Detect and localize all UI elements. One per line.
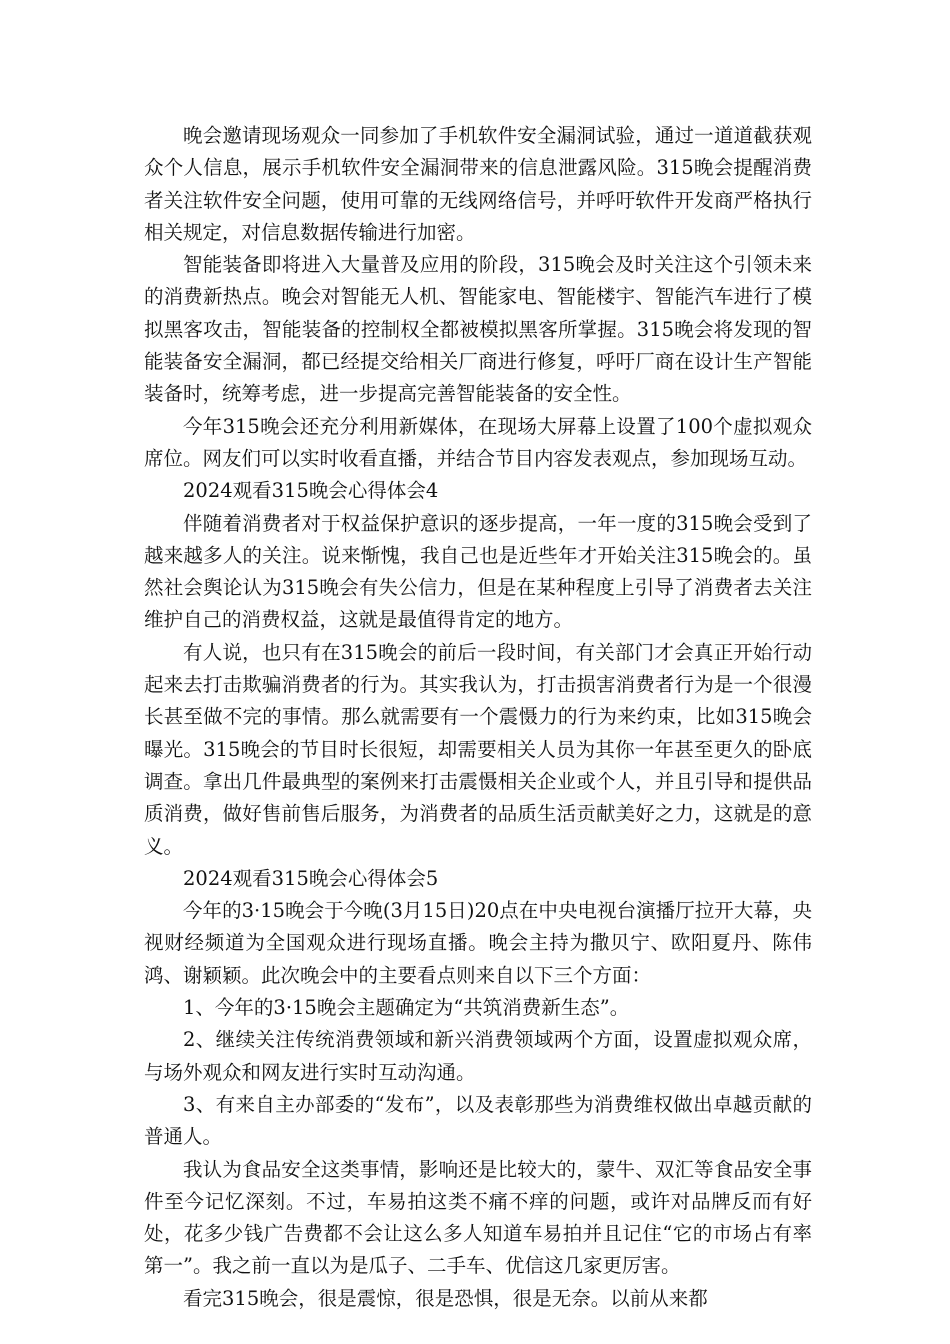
paragraph-deterrence: 有人说，也只有在315晚会的前后一段时间，有关部门才会真正开始行动起来去打击欺骗消费者的行为。其实我认为，打击损害消费者行为是一个很漫长甚至做不完的事情。那么就需要有一个震慑力的行为来约束，比如315晚会曝光。315晚会的节目时长很短，却需要相关人员为其你一年甚至更久的卧底调查。拿出几件最典型的案例来打击震慑相关企业或个人，并且引导和提供品质消费，做好售前售后服务，为消费者的品质生活贡献美好之力，这就是的意义。: [144, 640, 812, 858]
list-item-release: 3、有来自主办部委的“发布”，以及表彰那些为消费维权做出卓越贡献的普通人。: [144, 1092, 812, 1149]
list-item-theme: 1、今年的3·15晚会主题确定为“共筑消费新生态”。: [183, 996, 630, 1020]
section-heading-5: 2024观看315晚会心得体会5: [183, 866, 439, 890]
list-item-virtual-seats: 2、继续关注传统消费领域和新兴消费领域两个方面，设置虚拟观众席，与场外观众和网友进行实时互动沟通。: [144, 1028, 812, 1084]
paragraph-after-watching: 看完315晚会，很是震惊，很是恐惧，很是无奈。以前从来都: [183, 1286, 708, 1310]
paragraph-consumer-awareness: 伴随着消费者对于权益保护意识的逐步提高，一年一度的315晚会受到了越来越多人的关注。说来惭愧，我自己也是近些年才开始关注315晚会的。虽然社会舆论认为315晚会有失公信力，但是在某种程度上引导了消费者去关注维护自己的消费权益，这就是最值得肯定的地方。: [144, 511, 812, 632]
paragraph-gala-intro: 今年的3·15晚会于今晚(3月15日)20点在中央电视台演播厅拉开大幕，央视财经频道为全国观众进行现场直播。晚会主持为撒贝宁、欧阳夏丹、陈伟鸿、谢颖颖。此次晚会中的主要看点则来自以下三个方面：: [144, 899, 812, 987]
paragraph-smart-devices: 智能装备即将进入大量普及应用的阶段，315晚会及时关注这个引领未来的消费新热点。晚会对智能无人机、智能家电、智能楼宇、智能汽车进行了模拟黑客攻击，智能装备的控制权全都被模拟黑客所掌握。315晚会将发现的智能装备安全漏洞，都已经提交给相关厂商进行修复，呼吁厂商在设计生产智能装备时，统筹考虑，进一步提高完善智能装备的安全性。: [144, 253, 812, 406]
paragraph-app-security: 晚会邀请现场观众一同参加了手机软件安全漏洞试验，通过一道道截获观众个人信息，展示手机软件安全漏洞带来的信息泄露风险。315晚会提醒消费者关注软件安全问题，使用可靠的无线网络信号，并呼吁软件开发商严格执行相关规定，对信息数据传输进行加密。: [144, 124, 812, 244]
paragraph-new-media: 今年315晚会还充分利用新媒体，在现场大屏幕上设置了100个虚拟观众席位。网友们可以实时收看直播，并结合节目内容发表观点，参加现场互动。: [144, 414, 812, 470]
section-heading-4: 2024观看315晚会心得体会4: [183, 479, 439, 503]
paragraph-food-safety: 我认为食品安全这类事情，影响还是比较大的，蒙牛、双汇等食品安全事件至今记忆深刻。不过，车易拍这类不痛不痒的问题，或许对品牌反而有好处，花多少钱广告费都不会让这么多人知道车易拍并且记住“它的市场占有率第一”。我之前一直以为是瓜子、二手车、优信这几家更厉害。: [144, 1157, 812, 1278]
document-body: [144, 120, 812, 1315]
